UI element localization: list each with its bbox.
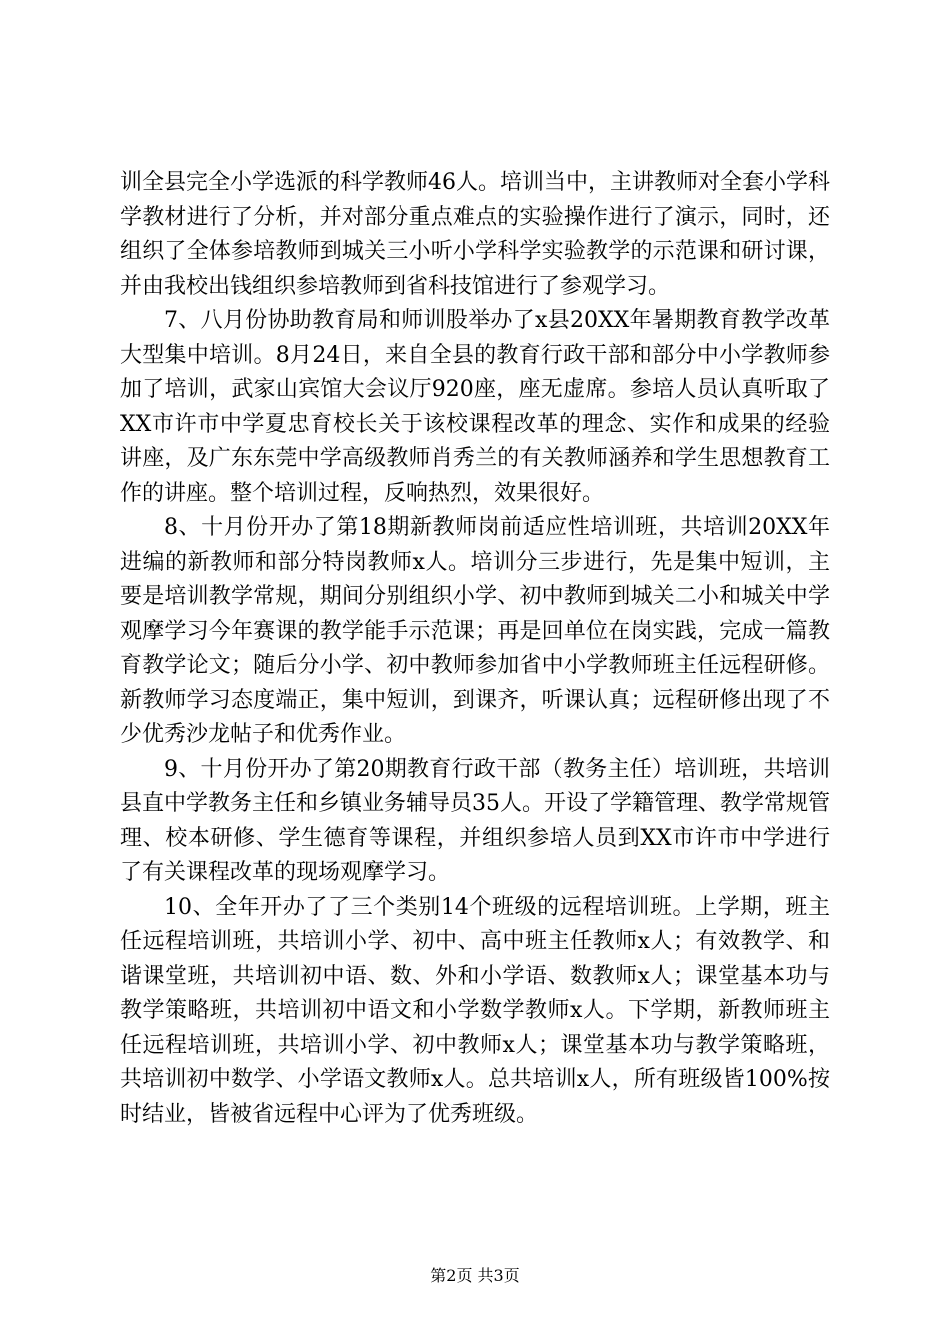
paragraph-3: 8、十月份开办了第18期新教师岗前适应性培训班，共培训20XX年进编的新教师和部分特岗教师x人。培训分三步进行，先是集中短训，主要是培训教学常规，期间分别组织小学、初中教师到城关二小和城关中学观摩学习今年赛课的教学能手示范课；再是回单位在岗实践，完成一篇教育教学论文；随后分小学、初中教师参加省中小学教师班主任远程研修。新教师学习态度端正，集中短训，到课齐，听课认真；远程研修出现了不少优秀沙龙帖子和优秀作业。 [120,515,830,747]
page-footer: 第2页 共3页 [430,1266,520,1285]
paragraph-1: 训全县完全小学选派的科学教师46人。培训当中，主讲教师对全套小学科学教材进行了分析，并对部分重点难点的实验操作进行了演示，同时，还组织了全体参培教师到城关三小听小学科学实验教学的示范课和研讨课，并由我校出钱组织参培教师到省科技馆进行了参观学习。 [120,170,830,299]
paragraph-2: 7、八月份协助教育局和师训股举办了x县20XX年暑期教育教学改革大型集中培训。8月24日，来自全县的教育行政干部和部分中小学教师参加了培训，武家山宾馆大会议厅920座，座无虚席。参培人员认真听取了XX市许市中学夏忠育校长关于该校课程改革的理念、实作和成果的经验讲座，及广东东莞中学高级教师肖秀兰的有关教师涵养和学生思想教育工作的讲座。整个培训过程，反响热烈，效果很好。 [120,308,830,506]
document-body [120,166,830,1132]
paragraph-4: 9、十月份开办了第20期教育行政干部（教务主任）培训班，共培训县直中学教务主任和乡镇业务辅导员35人。开设了学籍管理、教学常规管理、校本研修、学生德育等课程，并组织参培人员到XX市许市中学进行了有关课程改革的现场观摩学习。 [120,756,830,885]
paragraph-5: 10、全年开办了了三个类别14个班级的远程培训班。上学期，班主任远程培训班，共培训小学、初中、高中班主任教师x人；有效教学、和谐课堂班，共培训初中语、数、外和小学语、数教师x人；课堂基本功与教学策略班，共培训初中语文和小学数学教师x人。下学期，新教师班主任远程培训班，共培训小学、初中教师x人；课堂基本功与教学策略班，共培训初中数学、小学语文教师x人。总共培训x人，所有班级皆100%按时结业，皆被省远程中心评为了优秀班级。 [120,894,830,1127]
